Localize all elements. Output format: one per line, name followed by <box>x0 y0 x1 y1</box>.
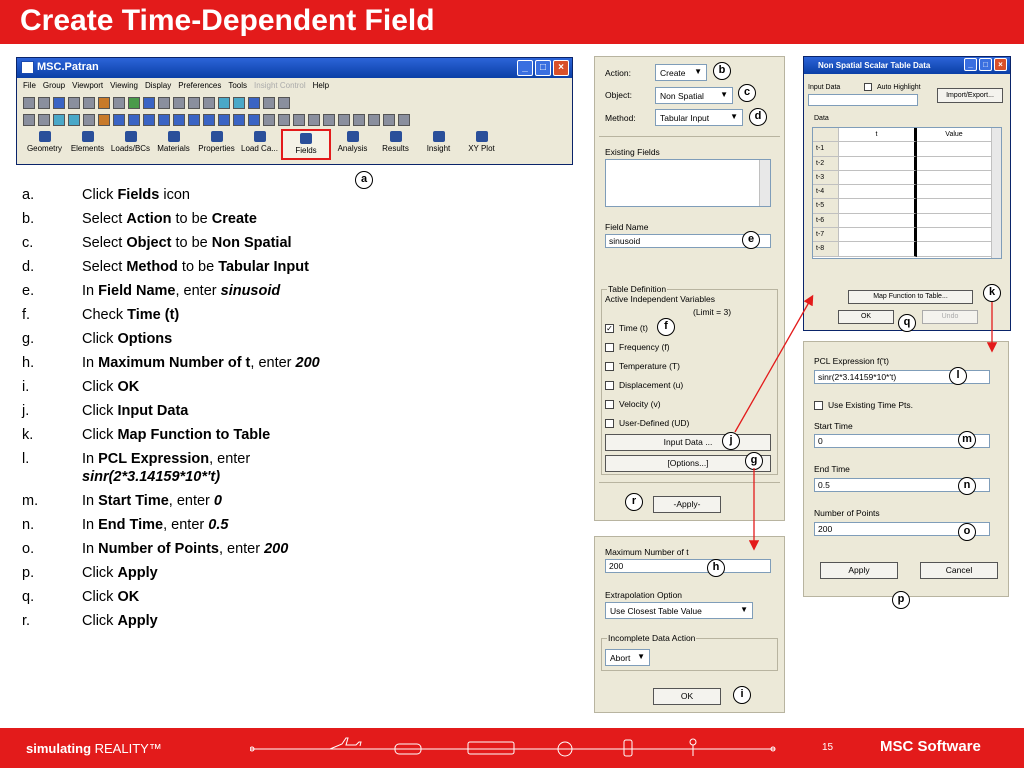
callout-m: m <box>958 431 976 449</box>
footer-decoration-line <box>250 736 780 762</box>
menu-insight-control: Insight Control <box>254 81 306 90</box>
start-time-input[interactable]: 0 <box>814 434 990 448</box>
callout-d: d <box>749 108 767 126</box>
app-xy-plot-label: XY Plot <box>468 144 495 153</box>
field-name-input[interactable]: sinusoid <box>605 234 771 248</box>
step-text: Click <box>82 403 118 419</box>
table-ok-button[interactable]: OK <box>838 310 894 324</box>
incomplete-label: Incomplete Data Action <box>608 633 696 643</box>
step-keyword: Method <box>126 259 178 275</box>
train-icon <box>468 742 514 754</box>
checkbox-temperature-label: Temperature (T) <box>619 361 680 371</box>
step-text: , enter <box>250 355 296 371</box>
action-label: Action: <box>605 68 631 78</box>
app-results-label: Results <box>382 144 409 153</box>
step-keyword: Start Time <box>98 493 169 509</box>
step-text: Click <box>82 589 118 605</box>
pcl-label: PCL Expression f('t) <box>814 356 889 366</box>
step-keyword: OK <box>117 589 140 605</box>
app-elements-label: Elements <box>70 144 105 153</box>
minimize-icon[interactable]: _ <box>964 58 977 71</box>
step-text: In <box>82 451 99 467</box>
step-keyword: Action <box>126 211 172 227</box>
menu-help[interactable]: Help <box>312 81 330 90</box>
menu-file[interactable]: File <box>23 81 36 90</box>
table-window-title: Non Spatial Scalar Table Data <box>818 61 931 70</box>
app-load-cases-label: Load Ca... <box>241 144 278 153</box>
step-keyword: Field Name <box>98 283 176 299</box>
step-keyword: OK <box>117 379 140 395</box>
dropdown-arrow-icon: ▼ <box>720 90 728 99</box>
footer-brand-rest: REALITY™ <box>91 741 162 756</box>
menu-viewport[interactable]: Viewport <box>72 81 104 90</box>
step-letter: j. <box>22 403 30 419</box>
step-text: , enter <box>168 493 214 509</box>
incomplete-value: Abort <box>610 653 631 663</box>
patran-window-title: MSC.Patran <box>37 61 99 73</box>
object-value: Non Spatial <box>660 91 704 101</box>
callout-i: i <box>733 686 751 704</box>
table-definition-label: Table Definition <box>608 284 667 294</box>
points-input[interactable]: 200 <box>814 522 990 536</box>
menu-display[interactable]: Display <box>144 81 172 90</box>
step-letter: i. <box>22 379 30 395</box>
callout-h: h <box>707 559 725 577</box>
apply-button[interactable]: -Apply- <box>653 496 721 513</box>
dropdown-arrow-icon: ▼ <box>740 605 748 614</box>
step-text: Select <box>82 211 127 227</box>
callout-j: j <box>722 432 740 450</box>
msc-software-logo: MSC Software <box>880 738 981 755</box>
step-keyword: Time (t) <box>127 307 180 323</box>
step-letter: b. <box>22 211 35 227</box>
options-ok-button[interactable]: OK <box>653 688 721 705</box>
step-text: Click <box>82 379 118 395</box>
input-data-button[interactable]: Input Data ... <box>605 434 771 451</box>
step-text: Select <box>82 235 127 251</box>
checkbox-frequency-label: Frequency (f) <box>619 342 670 352</box>
callout-g: g <box>745 452 763 470</box>
active-vars-label: Active Independent Variables <box>605 294 715 304</box>
step-text: In <box>82 493 99 509</box>
step-text: , enter <box>218 541 265 557</box>
checkbox-displacement-label: Displacement (u) <box>619 380 684 390</box>
callout-c: c <box>738 84 756 102</box>
app-fields-label: Fields <box>295 146 317 155</box>
menu-tools[interactable]: Tools <box>228 81 248 90</box>
close-icon[interactable]: × <box>994 58 1007 71</box>
callout-l: l <box>949 367 967 385</box>
step-text: to be <box>177 259 219 275</box>
step-keyword: Create <box>211 211 257 227</box>
map-function-button[interactable]: Map Function to Table... <box>848 290 973 304</box>
object-label: Object: <box>605 90 632 100</box>
step-text: , enter <box>163 517 209 533</box>
existing-fields-label: Existing Fields <box>605 147 660 157</box>
map-cancel-button[interactable]: Cancel <box>920 562 998 579</box>
points-label: Number of Points <box>814 508 880 518</box>
step-letter: c. <box>22 235 34 251</box>
callout-e: e <box>742 231 760 249</box>
step-text: In <box>82 517 99 533</box>
slide-title: Create Time-Dependent Field <box>20 4 435 37</box>
step-text: Click <box>82 565 118 581</box>
input-data-label: Input Data <box>808 84 841 91</box>
import-export-button[interactable]: Import/Export... <box>937 88 1003 103</box>
data-label: Data <box>814 115 829 122</box>
callout-p: p <box>892 591 910 609</box>
step-letter: m. <box>22 493 39 509</box>
menu-viewing[interactable]: Viewing <box>110 81 138 90</box>
person-icon <box>690 739 696 745</box>
callout-a: a <box>355 171 373 189</box>
maximize-icon[interactable]: □ <box>535 60 551 76</box>
check-icon: ✓ <box>606 324 613 334</box>
method-label: Method: <box>605 113 636 123</box>
undo-button: Undo <box>922 310 978 324</box>
step-keyword: Non Spatial <box>211 235 292 251</box>
max-t-input[interactable]: 200 <box>605 559 771 573</box>
step-text: , enter <box>175 283 221 299</box>
step-keyword: Apply <box>117 613 158 629</box>
auto-highlight-label: Auto Highlight <box>877 83 921 91</box>
checkbox-time-label: Time (t) <box>619 323 648 333</box>
step-keyword: Tabular Input <box>218 259 309 275</box>
app-properties-label: Properties <box>198 144 235 153</box>
step-letter: h. <box>22 355 35 371</box>
callout-r: r <box>625 493 643 511</box>
checkbox-velocity-label: Velocity (v) <box>619 399 661 409</box>
row-header: t-8 <box>813 242 839 256</box>
step-text: In <box>82 283 99 299</box>
step-letter: n. <box>22 517 35 533</box>
menu-group[interactable]: Group <box>42 81 66 90</box>
step-text: to be <box>171 211 212 227</box>
page-number: 15 <box>822 742 834 753</box>
step-value: sinr(2*3.14159*10*'t) <box>82 469 221 485</box>
step-keyword: PCL Expression <box>98 451 210 467</box>
max-t-label: Maximum Number of t <box>605 547 689 557</box>
step-value: sinusoid <box>220 283 281 299</box>
row-header: t-7 <box>813 228 839 242</box>
footer-brand-bold: simulating <box>26 741 92 756</box>
app-loads-label: Loads/BCs <box>110 144 151 153</box>
minimize-icon[interactable]: _ <box>517 60 533 76</box>
callout-q: q <box>898 314 916 332</box>
close-icon[interactable]: × <box>553 60 569 76</box>
extrapolation-value: Use Closest Table Value <box>610 606 702 616</box>
step-keyword: Input Data <box>117 403 189 419</box>
step-text: Check <box>82 307 128 323</box>
step-text: icon <box>159 187 190 203</box>
extrapolation-label: Extrapolation Option <box>605 590 683 600</box>
step-letter: l. <box>22 451 30 467</box>
step-keyword: Options <box>117 331 173 347</box>
step-value: 200 <box>264 541 289 557</box>
phone-icon <box>624 740 632 756</box>
step-letter: r. <box>22 613 31 629</box>
step-keyword: Number of Points <box>98 541 219 557</box>
row-header: t-6 <box>813 214 839 228</box>
field-name-label: Field Name <box>605 222 649 232</box>
method-value: Tabular Input <box>660 113 710 123</box>
arrow-input-data-to-table <box>735 297 812 432</box>
step-text: In <box>82 355 99 371</box>
step-keyword: Object <box>126 235 172 251</box>
row-header: t-1 <box>813 142 839 156</box>
start-time-label: Start Time <box>814 421 853 431</box>
step-keyword: Map Function to Table <box>117 427 271 443</box>
step-value: 0 <box>213 493 222 509</box>
callout-k: k <box>983 284 1001 302</box>
dropdown-arrow-icon: ▼ <box>730 112 738 121</box>
step-letter: e. <box>22 283 35 299</box>
menu-preferences[interactable]: Preferences <box>178 81 222 90</box>
step-letter: p. <box>22 565 35 581</box>
step-keyword: Maximum Number of t <box>98 355 251 371</box>
col-header-value: Value <box>917 128 991 142</box>
row-header: t-4 <box>813 185 839 199</box>
step-letter: f. <box>22 307 31 323</box>
step-letter: q. <box>22 589 35 605</box>
step-text: Select <box>82 259 127 275</box>
use-existing-label: Use Existing Time Pts. <box>828 400 914 410</box>
limit-label: (Limit = 3) <box>693 307 732 317</box>
app-insight-label: Insight <box>426 144 451 153</box>
end-time-label: End Time <box>814 464 850 474</box>
app-analysis-label: Analysis <box>337 144 368 153</box>
dropdown-arrow-icon: ▼ <box>637 652 645 661</box>
step-value: 200 <box>295 355 320 371</box>
step-keyword: Fields <box>117 187 160 203</box>
end-time-input[interactable]: 0.5 <box>814 478 990 492</box>
step-text: Click <box>82 331 118 347</box>
step-text: Click <box>82 427 118 443</box>
airplane-icon <box>330 738 361 749</box>
dropdown-arrow-icon: ▼ <box>694 67 702 76</box>
footer-brand <box>26 741 162 756</box>
app-geometry-label: Geometry <box>26 144 63 153</box>
step-text: Click <box>82 613 118 629</box>
step-keyword: End Time <box>98 517 164 533</box>
step-text: Click <box>82 187 118 203</box>
callout-b: b <box>713 62 731 80</box>
checkbox-user-defined-label: User-Defined (UD) <box>619 418 690 428</box>
step-letter: k. <box>22 427 34 443</box>
callout-f: f <box>657 318 675 336</box>
step-letter: o. <box>22 541 35 557</box>
step-text: , enter <box>209 451 251 467</box>
row-header: t-5 <box>813 199 839 213</box>
step-text: to be <box>171 235 212 251</box>
maximize-icon[interactable]: □ <box>979 58 992 71</box>
step-letter: g. <box>22 331 35 347</box>
col-header-t: t <box>839 128 917 142</box>
app-materials-label: Materials <box>157 144 190 153</box>
step-letter: a. <box>22 187 35 203</box>
options-button[interactable]: [Options...] <box>605 455 771 472</box>
step-text: In <box>82 541 99 557</box>
row-header: t-2 <box>813 157 839 171</box>
callout-o: o <box>958 523 976 541</box>
action-value: Create <box>660 68 686 78</box>
step-letter: d. <box>22 259 35 275</box>
map-apply-button[interactable]: Apply <box>820 562 898 579</box>
pcl-input[interactable]: sinr(2*3.14159*10*'t) <box>814 370 990 384</box>
step-value: 0.5 <box>208 517 229 533</box>
callout-n: n <box>958 477 976 495</box>
slide-footer <box>0 728 1024 768</box>
step-keyword: Apply <box>117 565 158 581</box>
row-header: t-3 <box>813 171 839 185</box>
